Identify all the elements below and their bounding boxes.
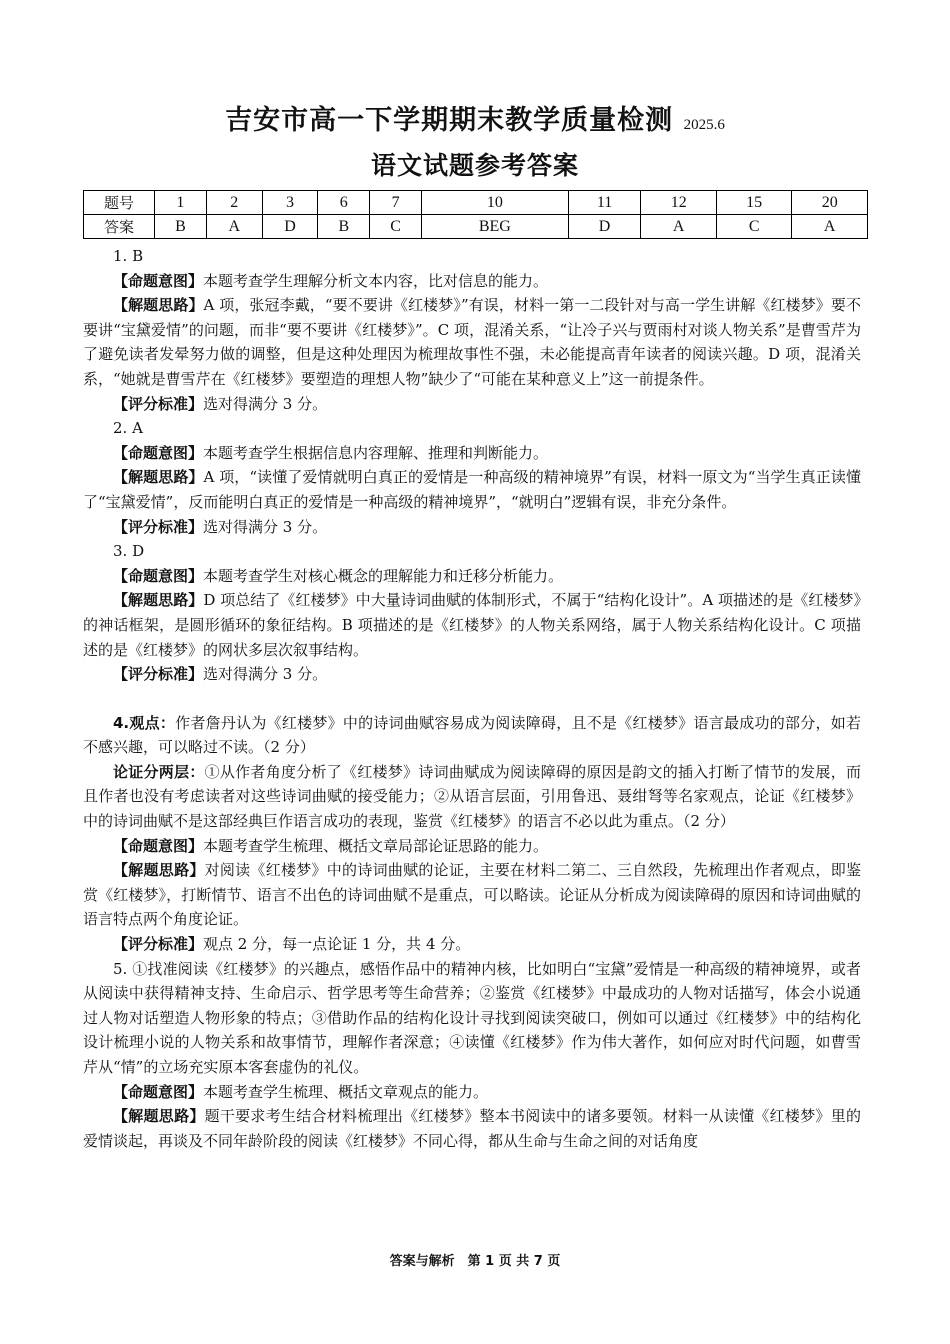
page-subtitle: 语文试题参考答案 <box>370 151 579 180</box>
solution-approach <box>83 858 861 932</box>
answer-table <box>83 190 868 239</box>
section-text: 本题考查学生根据信息内容理解、推理和判断能力。 <box>203 443 549 462</box>
section-text: 3. D <box>113 542 145 561</box>
section-text: 本题考查学生理解分析文本内容，比对信息的能力。 <box>203 271 549 290</box>
scoring-standard <box>83 392 861 417</box>
section-tag: 【命题意图】 <box>113 443 204 462</box>
question-number: 15 <box>716 191 791 215</box>
section-tag: 【解题思路】 <box>113 591 204 610</box>
answer-row <box>84 215 868 239</box>
row-header-question: 题号 <box>84 191 155 215</box>
section-tag: 【评分标准】 <box>113 935 204 954</box>
design-intent <box>83 834 861 859</box>
question-5-answer <box>83 957 861 1080</box>
section-text: D 项总结了《红楼梦》中大量诗词曲赋的体制形式，不属于“结构化设计”。A 项描述的是《红楼梦》的神话框架，是圆形循环的象征结构。B 项描述的是《红楼梦》的人物关系网络，属于人物关系结构化设计。C 项描述的是《红楼梦》的网状多层次叙事结构。 <box>83 591 861 659</box>
section-tag: 【评分标准】 <box>113 394 204 413</box>
question-number: 6 <box>318 191 370 215</box>
section-text: 5. ①找准阅读《红楼梦》的兴趣点，感悟作品中的精神内核，比如明白“宝黛”爱情是一种高级的精神境界，或者从阅读中获得精神支持、生命启示、哲学思考等生命营养；②鉴赏《红楼梦》中最成功的人物对话描写，体会小说通过人物对话塑造人物形象的特点；③借助作品的结构化设计寻找到阅读突破口，例如可以通过《红楼梦》中的结构化设计梳理小说的人物关系和故事情节，理解作者深意；④读懂《红楼梦》作为伟大著作，如何应对时代问题，如曹雪芹从“情”的立场充实原本客套虚伪的礼仪。 <box>83 959 861 1076</box>
section-text: 本题考查学生梳理、概括文章局部论证思路的能力。 <box>203 836 549 855</box>
scoring-standard <box>83 662 861 687</box>
section-text: 作者詹丹认为《红楼梦》中的诗词曲赋容易成为阅读障碍，且不是《红楼梦》语言最成功的部分，如若不感兴趣，可以略过不读。（2 分） <box>83 713 861 757</box>
section-tag: 【解题思路】 <box>113 1107 205 1126</box>
design-intent <box>83 441 861 466</box>
answer-cell: B <box>155 215 207 239</box>
section-tag: 【命题意图】 <box>113 566 204 585</box>
answer-cell: A <box>206 215 262 239</box>
question-number-row <box>84 191 868 215</box>
section-text: 选对得满分 3 分。 <box>203 394 328 413</box>
answer-cell: D <box>262 215 318 239</box>
section-tag: 【解题思路】 <box>113 861 205 880</box>
question-1-answer <box>83 244 861 269</box>
section-tag: 4.观点： <box>113 713 176 732</box>
question-number: 11 <box>568 191 641 215</box>
section-tag: 论证分两层： <box>113 762 205 781</box>
question-number: 2 <box>206 191 262 215</box>
question-number: 7 <box>370 191 422 215</box>
section-text: 题干要求考生结合材料梳理出《红楼梦》整本书阅读中的诸多要领。材料一从读懂《红楼梦》里的爱情谈起，再谈及不同年龄阶段的阅读《红楼梦》不同心得，都从生命与生命之间的对话角度 <box>83 1107 861 1150</box>
section-tag: 【解题思路】 <box>113 296 204 315</box>
answer-cell: C <box>716 215 791 239</box>
section-text: 1. B <box>113 247 144 265</box>
question-number: 1 <box>155 191 207 215</box>
answer-cell: D <box>568 215 641 239</box>
section-tag: 【命题意图】 <box>113 271 204 290</box>
solution-approach <box>83 293 861 391</box>
design-intent <box>83 269 861 294</box>
section-text: ①从作者角度分析了《红楼梦》诗词曲赋成为阅读障碍的原因是韵文的插入打断了情节的发展，而且作者也没有考虑读者对这些诗词曲赋的接受能力；②从语言层面，引用鲁迅、聂绀弩等名家观点，论证《红楼梦》中的诗词曲赋不是这部经典巨作语言成功的表现，鉴赏《红楼梦》的语言不必以此为重点。（2 分） <box>83 762 861 831</box>
question-4-argument <box>83 760 861 834</box>
question-number: 10 <box>422 191 569 215</box>
page-footer: 答案与解析 第 1 页 共 7 页 <box>389 1254 561 1269</box>
question-number: 3 <box>262 191 318 215</box>
solution-approach <box>83 588 861 662</box>
section-text: 对阅读《红楼梦》中的诗词曲赋的论证，主要在材料二第二、三自然段，先梳理出作者观点，即鉴赏《红楼梦》，打断情节、语言不出色的诗词曲赋不是重点，可以略读。论证从分析成为阅读障碍的原因和诗词曲赋的语言特点两个角度论证。 <box>83 861 861 929</box>
answer-cell: C <box>370 215 422 239</box>
section-text: A 项，张冠李戴，“要不要讲《红楼梦》”有误，材料一第一二段针对与高一学生讲解《红楼梦》要不要讲“宝黛爱情”的问题，而非“要不要讲《红楼梦》”。C 项，混淆关系，“让冷子兴与贾雨村对谈人物关系”是曹雪芹为了避免读者发晕努力做的调整，但是这种处理因为梳理故事性不强，未必能提高青年读者的阅读兴趣。D 项，混淆关系，“她就是曹雪芹在《红楼梦》要塑造的理想人物”缺少了“可能在某种意义上”这一前提条件。 <box>83 296 861 388</box>
title-text: 吉安市高一下学期期末教学质量检测 <box>225 105 674 136</box>
exam-date: 2025.6 <box>683 117 725 133</box>
section-text: A 项，“读懂了爱情就明白真正的爱情是一种高级的精神境界”有误，材料一原文为“当学生真正读懂了“宝黛爱情”，反而能明白真正的爱情是一种高级的精神境界”，“就明白”逻辑有误，非充分条件。 <box>83 468 861 511</box>
page-title <box>0 98 950 137</box>
question-2-answer <box>83 416 861 441</box>
answer-cell: A <box>792 215 868 239</box>
answer-explanations <box>83 244 861 1153</box>
design-intent <box>83 564 861 589</box>
section-tag: 【评分标准】 <box>113 517 204 536</box>
solution-approach <box>83 1104 861 1153</box>
design-intent <box>83 1080 861 1105</box>
section-tag: 【评分标准】 <box>113 665 204 684</box>
section-text: 选对得满分 3 分。 <box>203 517 328 536</box>
section-tag: 【命题意图】 <box>113 836 204 855</box>
section-text: 选对得满分 3 分。 <box>203 665 328 684</box>
question-number: 12 <box>641 191 716 215</box>
answer-cell: A <box>641 215 716 239</box>
question-number: 20 <box>792 191 868 215</box>
section-tag: 【命题意图】 <box>113 1082 204 1101</box>
scoring-standard <box>83 515 861 540</box>
section-tag: 【解题思路】 <box>113 468 204 487</box>
question-4-viewpoint <box>83 711 861 760</box>
answer-cell: BEG <box>422 215 569 239</box>
section-text: 2. A <box>113 419 143 438</box>
section-text: 观点 2 分，每一点论证 1 分，共 4 分。 <box>203 935 471 954</box>
section-text: 本题考查学生梳理、概括文章观点的能力。 <box>203 1082 489 1101</box>
section-text: 本题考查学生对核心概念的理解能力和迁移分析能力。 <box>203 566 564 585</box>
solution-approach <box>83 465 861 514</box>
answer-cell: B <box>318 215 370 239</box>
scoring-standard <box>83 932 861 957</box>
question-3-answer <box>83 539 861 564</box>
row-header-answer: 答案 <box>84 215 155 239</box>
